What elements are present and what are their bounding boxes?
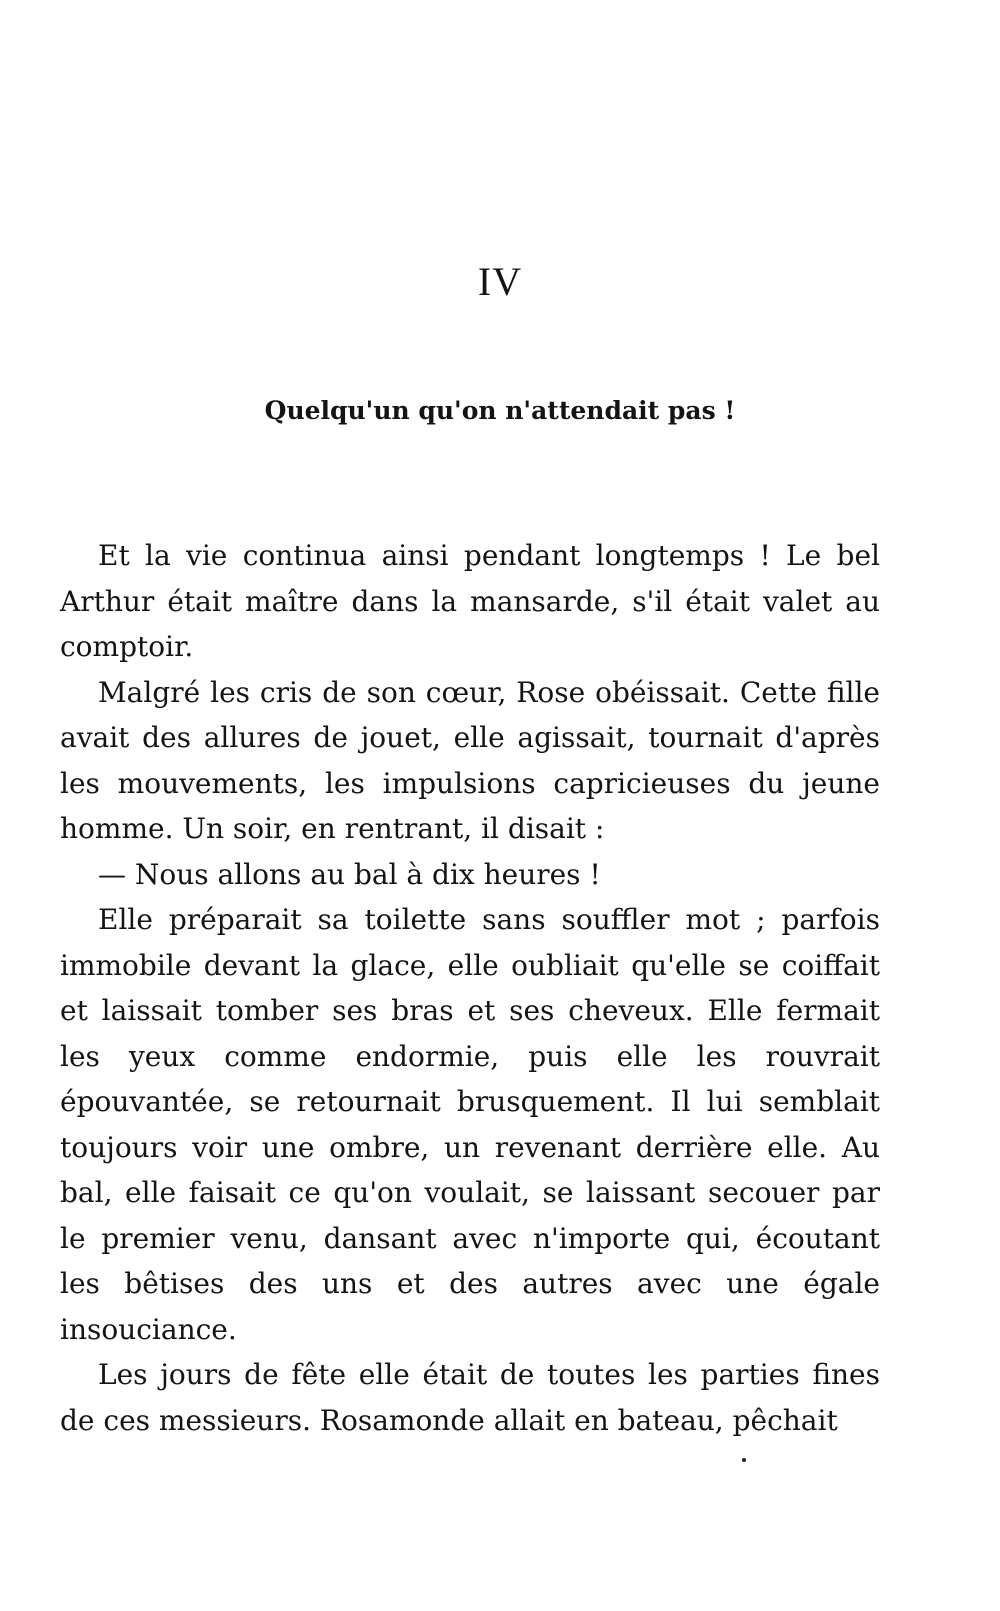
chapter-title: Quelqu'un qu'on n'attendait pas ! [264,396,736,425]
paragraph: Et la vie continua ainsi pendant longtemps ! Le bel Arthur était maître dans la mansarde, s'il était valet au comptoir. [60,539,880,663]
paragraph: Les jours de fête elle était de toutes les parties fines de ces messieurs. Rosamonde allait en bateau, pêchait [60,1358,880,1437]
paragraph: Malgré les cris de son cœur, Rose obéissait. Cette fille avait des allures de jouet, elle agissait, tournait d'après les mouvements, les impulsions capricieuses du jeune homme. Un soir, en rentrant, il disait : [60,675,880,845]
ink-speck [742,1458,746,1462]
paragraph: Elle préparait sa toilette sans souffler mot ; parfois immobile devant la glace, elle oubliait qu'elle se coiffait et laissait tomber ses bras et ses cheveux. Elle fermait les yeux comme endormie, puis elle les rouvrait épouvantée, se retournait brusquement. Il lui semblait toujours voir une ombre, un revenant derrière elle. Au bal, elle faisait ce qu'on voulait, se laissant secouer par le premier venu, dansant avec n'importe qui, écoutant les bêtises des uns et des autres avec une égale insouciance. [60,903,880,1346]
chapter-number: IV [477,259,523,304]
dialogue-line: — Nous allons au bal à dix heures ! [98,857,601,891]
body-text [60,533,880,1443]
